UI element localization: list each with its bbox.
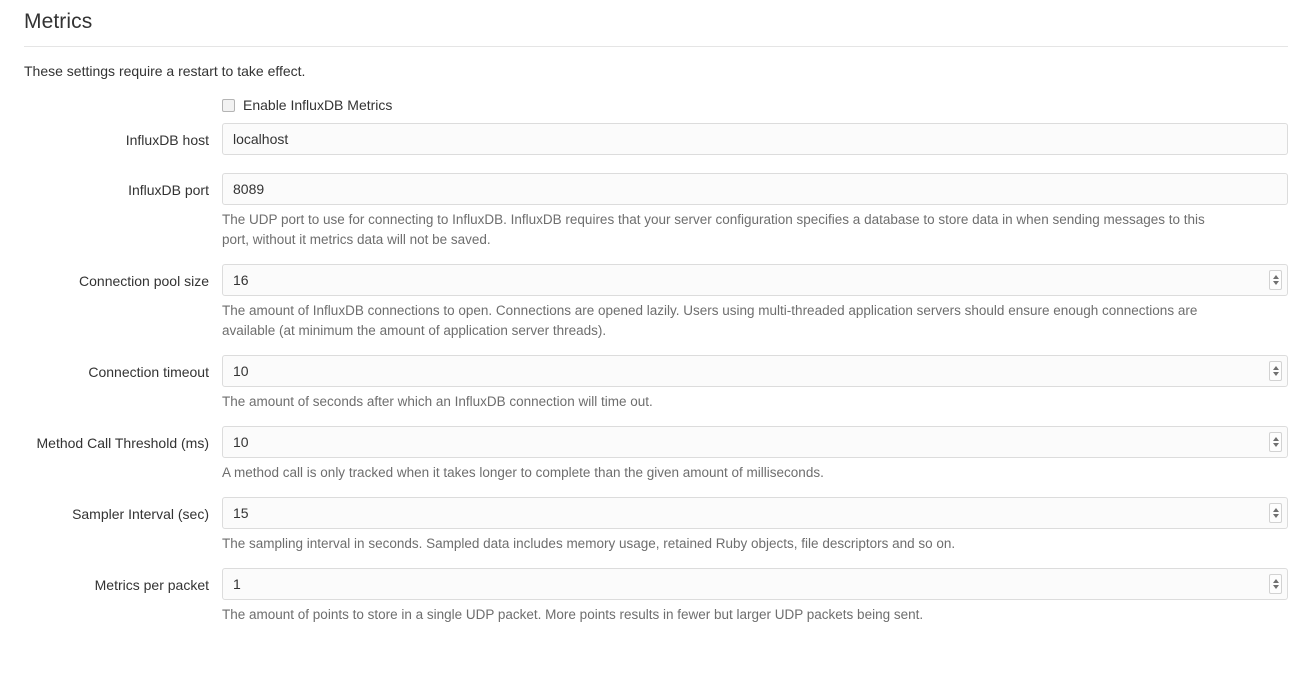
connection-timeout-input[interactable] <box>222 355 1288 387</box>
chevron-down-icon[interactable] <box>1273 443 1279 447</box>
sampler-interval-label: Sampler Interval (sec) <box>72 506 209 522</box>
method-call-threshold-input[interactable] <box>222 426 1288 458</box>
influxdb-port-field-col <box>222 173 1288 250</box>
method-call-threshold-stepper[interactable] <box>222 426 1288 458</box>
connection-timeout-label: Connection timeout <box>88 364 209 380</box>
enable-metrics-row <box>24 93 1288 123</box>
connection-pool-size-label: Connection pool size <box>79 273 209 289</box>
restart-notice: These settings require a restart to take effect. <box>24 63 306 79</box>
connection-timeout-field-col <box>222 355 1288 412</box>
row-gap <box>24 483 1288 497</box>
metrics-per-packet-stepper[interactable] <box>222 568 1288 600</box>
influxdb-host-row <box>24 123 1288 155</box>
metrics-per-packet-help: The amount of points to store in a single UDP packet. More points results in fewer but larger UDP packets being sent. <box>222 607 924 622</box>
row-gap <box>24 155 1288 173</box>
chevron-down-icon[interactable] <box>1273 281 1279 285</box>
chevron-up-icon[interactable] <box>1273 579 1279 583</box>
connection-timeout-stepper[interactable] <box>222 355 1288 387</box>
influxdb-host-label: InfluxDB host <box>125 132 209 148</box>
row-gap <box>24 554 1288 568</box>
row-gap <box>24 412 1288 426</box>
connection-pool-size-row <box>24 264 1288 341</box>
sampler-interval-stepper[interactable] <box>222 497 1288 529</box>
row-gap <box>24 250 1288 264</box>
influxdb-host-field-col <box>222 123 1288 155</box>
metrics-per-packet-input[interactable] <box>222 568 1288 600</box>
sampler-interval-input[interactable] <box>222 497 1288 529</box>
method-call-threshold-help: A method call is only tracked when it takes longer to complete than the given amount of milliseconds. <box>222 465 824 480</box>
enable-influxdb-metrics-checkbox[interactable] <box>222 99 235 112</box>
spinner-icon[interactable] <box>1269 361 1282 381</box>
influxdb-port-input[interactable] <box>222 173 1288 205</box>
metrics-per-packet-label: Metrics per packet <box>94 577 209 593</box>
connection-pool-size-input[interactable] <box>222 264 1288 296</box>
sampler-interval-help: The sampling interval in seconds. Sampled data includes memory usage, retained Ruby objects, file descriptors and so on. <box>222 536 956 551</box>
sampler-interval-field-col <box>222 497 1288 554</box>
connection-timeout-help: The amount of seconds after which an InfluxDB connection will time out. <box>222 394 653 409</box>
chevron-down-icon[interactable] <box>1273 372 1279 376</box>
chevron-up-icon[interactable] <box>1273 275 1279 279</box>
influxdb-port-help: The UDP port to use for connecting to InfluxDB. InfluxDB requires that your server configuration specifies a database to store data in when sending messages to this port, without it metrics data will not be saved. <box>222 212 1205 247</box>
influxdb-port-row <box>24 173 1288 250</box>
enable-influxdb-metrics-label: Enable InfluxDB Metrics <box>243 97 393 113</box>
method-call-threshold-label: Method Call Threshold (ms) <box>36 435 209 451</box>
sampler-interval-row <box>24 497 1288 554</box>
metrics-per-packet-field-col <box>222 568 1288 625</box>
metrics-per-packet-row <box>24 568 1288 625</box>
method-call-threshold-field-col <box>222 426 1288 483</box>
method-call-threshold-row <box>24 426 1288 483</box>
spinner-icon[interactable] <box>1269 503 1282 523</box>
connection-pool-size-field-col <box>222 264 1288 341</box>
row-gap <box>24 341 1288 355</box>
chevron-down-icon[interactable] <box>1273 514 1279 518</box>
influxdb-host-input[interactable] <box>222 123 1288 155</box>
spinner-icon[interactable] <box>1269 432 1282 452</box>
chevron-up-icon[interactable] <box>1273 508 1279 512</box>
connection-timeout-row <box>24 355 1288 412</box>
chevron-up-icon[interactable] <box>1273 366 1279 370</box>
spinner-icon[interactable] <box>1269 270 1282 290</box>
connection-pool-size-help: The amount of InfluxDB connections to open. Connections are opened lazily. Users using multi-threaded application servers should ensure enough connections are available (at minimum the amount of application server threads). <box>222 303 1198 338</box>
influxdb-port-label: InfluxDB port <box>128 182 209 198</box>
spinner-icon[interactable] <box>1269 574 1282 594</box>
page-title: Metrics <box>24 0 1288 47</box>
connection-pool-size-stepper[interactable] <box>222 264 1288 296</box>
chevron-down-icon[interactable] <box>1273 585 1279 589</box>
chevron-up-icon[interactable] <box>1273 437 1279 441</box>
